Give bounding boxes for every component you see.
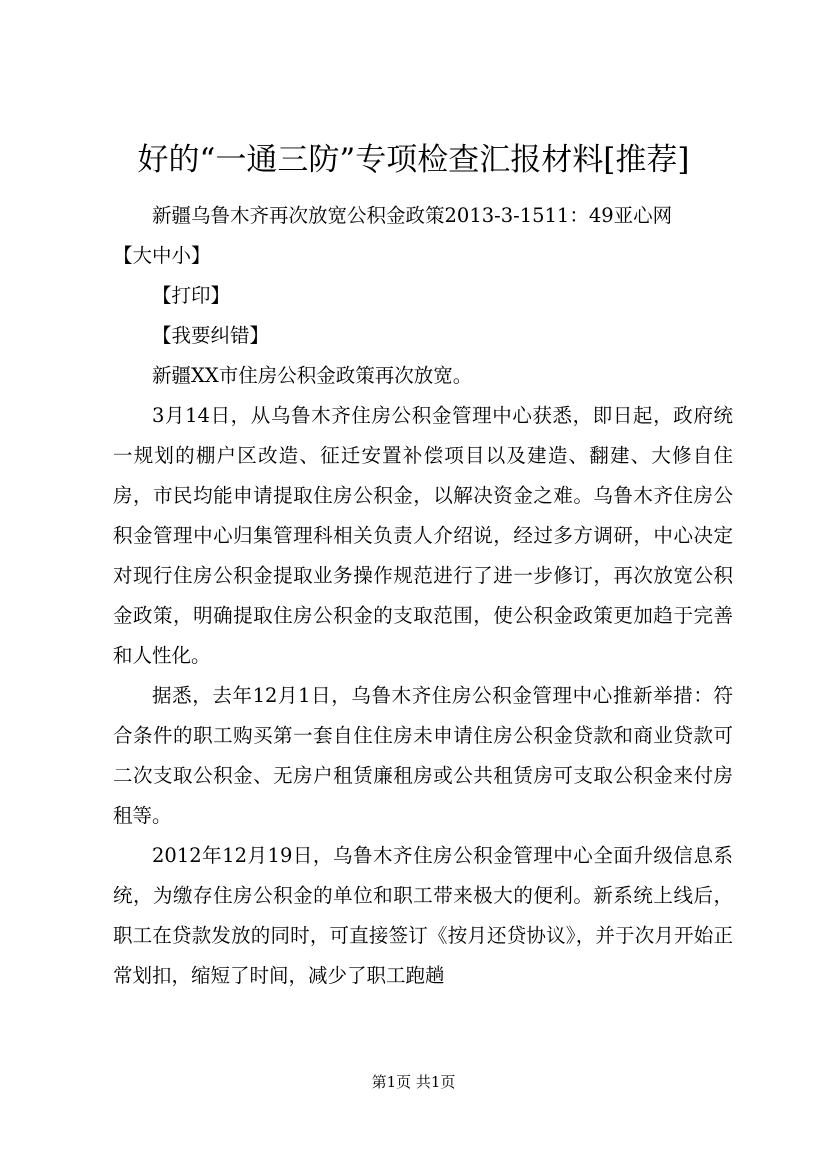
document-body — [113, 196, 733, 996]
document-title: 好的“一通三防”专项检查汇报材料[推荐] — [137, 142, 690, 178]
paragraph-lead: 新疆XX市住房公积金政策再次放宽。 — [152, 364, 473, 387]
paragraph-body: 2012年12月19日，乌鲁木齐住房公积金管理中心全面升级信息系统，为缴存住房公积金的单位和职工带来极大的便利。新系统上线后，职工在贷款发放的同时，可直接签订《按月还贷协议》，并于次月开始正常划扣，缩短了时间，减少了职工跑趟 — [113, 844, 733, 987]
paragraph-body: 3月14日，从乌鲁木齐住房公积金管理中心获悉，即日起，政府统一规划的棚户区改造、征迁安置补偿项目以及建造、翻建、大修自住房，市民均能申请提取住房公积金，以解决资金之难。乌鲁木齐住房公积金管理中心归集管理科相关负责人介绍说，经过多方调研，中心决定对现行住房公积金提取业务操作规范进行了进一步修订，再次放宽公积金政策，明确提取住房公积金的支取范围，使公积金政策更加趋于完善和人性化。 — [113, 404, 733, 667]
page-indicator: 第1页 共1页 — [371, 1073, 456, 1091]
report-error-link[interactable]: 【我要纠错】 — [152, 324, 270, 347]
font-size-link[interactable]: 【大中小】 — [113, 244, 211, 267]
paragraph-body: 据悉，去年12月1日，乌鲁木齐住房公积金管理中心推新举措：符合条件的职工购买第一套自住住房未申请住房公积金贷款和商业贷款可二次支取公积金、无房户租赁廉租房或公共租赁房可支取公积金来付房租等。 — [113, 684, 733, 827]
paragraph-headline: 新疆乌鲁木齐再次放宽公积金政策2013-3-1511：49亚心网 — [152, 204, 673, 227]
print-link[interactable]: 【打印】 — [152, 284, 231, 307]
